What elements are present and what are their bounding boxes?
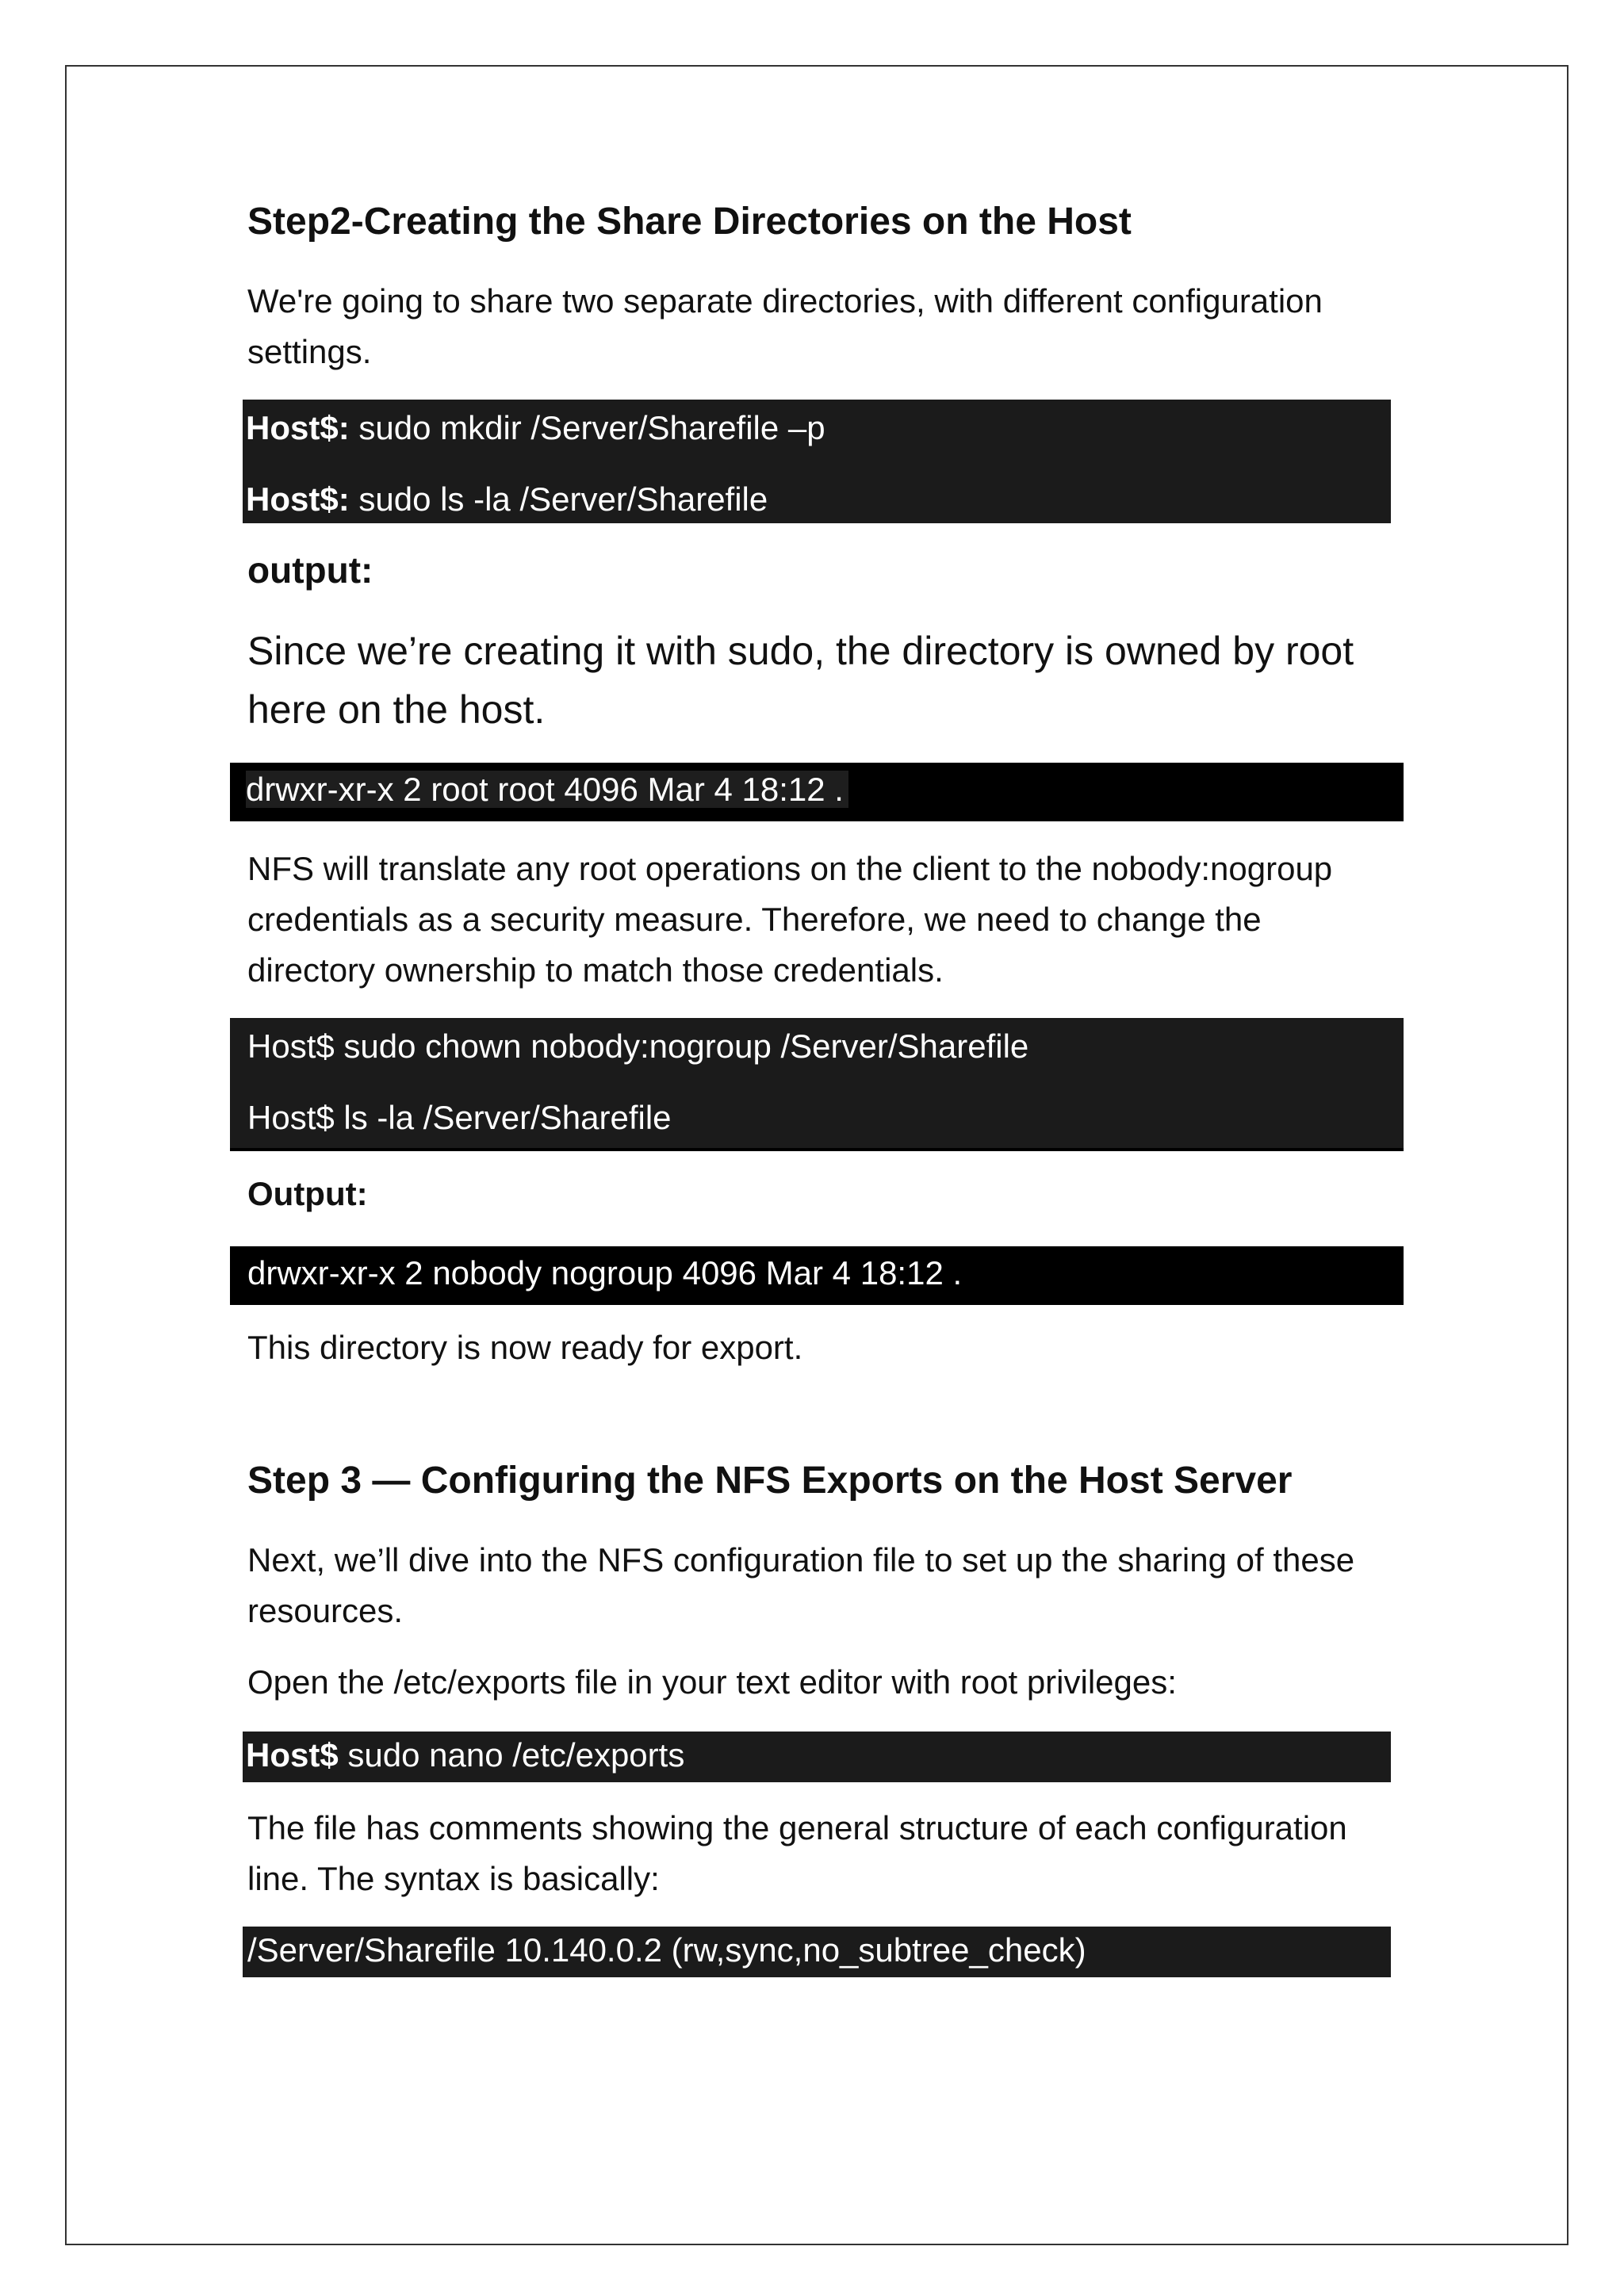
command-prompt: Host$ — [246, 1736, 339, 1774]
step3-heading: Step 3 — Configuring the NFS Exports on the Host Server — [247, 1460, 1293, 1502]
syntax-note: The file has comments showing the general structure of each configuration line. The syntax is basically: — [247, 1809, 1347, 1897]
command-line — [246, 1736, 684, 1774]
output-text: drwxr-xr-x 2 root root 4096 Mar 4 18:12 . — [246, 771, 848, 808]
command-text: sudo nano /etc/exports — [338, 1736, 685, 1774]
command-text: sudo mkdir /Server/Sharefile –p — [349, 409, 825, 446]
command-block-mkdir — [243, 400, 1391, 523]
command-line — [246, 409, 825, 447]
output-label-2: Output: — [247, 1175, 368, 1212]
output-label: output: — [247, 549, 373, 591]
command-line: Host$ ls -la /Server/Sharefile — [247, 1099, 672, 1136]
command-line: Host$ sudo chown nobody:nogroup /Server/Sharefile — [247, 1027, 1029, 1065]
step2-heading: Step2-Creating the Share Directories on the Host — [247, 201, 1132, 243]
step2-intro: We're going to share two separate directories, with different configuration settings. — [247, 282, 1323, 370]
command-text: sudo ls -la /Server/Sharefile — [349, 480, 768, 518]
output-text: drwxr-xr-x 2 nobody nogroup 4096 Mar 4 18:12 . — [247, 1254, 963, 1292]
output-block-nobody — [230, 1246, 1404, 1305]
command-line — [246, 480, 768, 519]
exports-syntax-line: /Server/Sharefile 10.140.0.2 (rw,sync,no_subtree_check) — [247, 1931, 1086, 1969]
sudo-note: Since we’re creating it with sudo, the directory is owned by root here on the host. — [247, 629, 1354, 732]
command-block-nano — [243, 1732, 1391, 1782]
command-prompt: Host$: — [246, 480, 350, 518]
nfs-note: NFS will translate any root operations on the client to the nobody:nogroup credentials as a security measure. Therefore, we need to change the directory ownership to match those credentials. — [247, 850, 1333, 989]
command-prompt: Host$: — [246, 409, 350, 446]
ready-note: This directory is now ready for export. — [247, 1329, 803, 1366]
command-block-chown — [230, 1018, 1404, 1151]
output-block-root — [230, 763, 1404, 821]
output-line — [246, 771, 848, 809]
exports-syntax-block — [243, 1927, 1391, 1977]
step3-intro: Next, we’ll dive into the NFS configuration file to set up the sharing of these resources. — [247, 1541, 1355, 1629]
open-note: Open the /etc/exports file in your text editor with root privileges: — [247, 1663, 1177, 1701]
